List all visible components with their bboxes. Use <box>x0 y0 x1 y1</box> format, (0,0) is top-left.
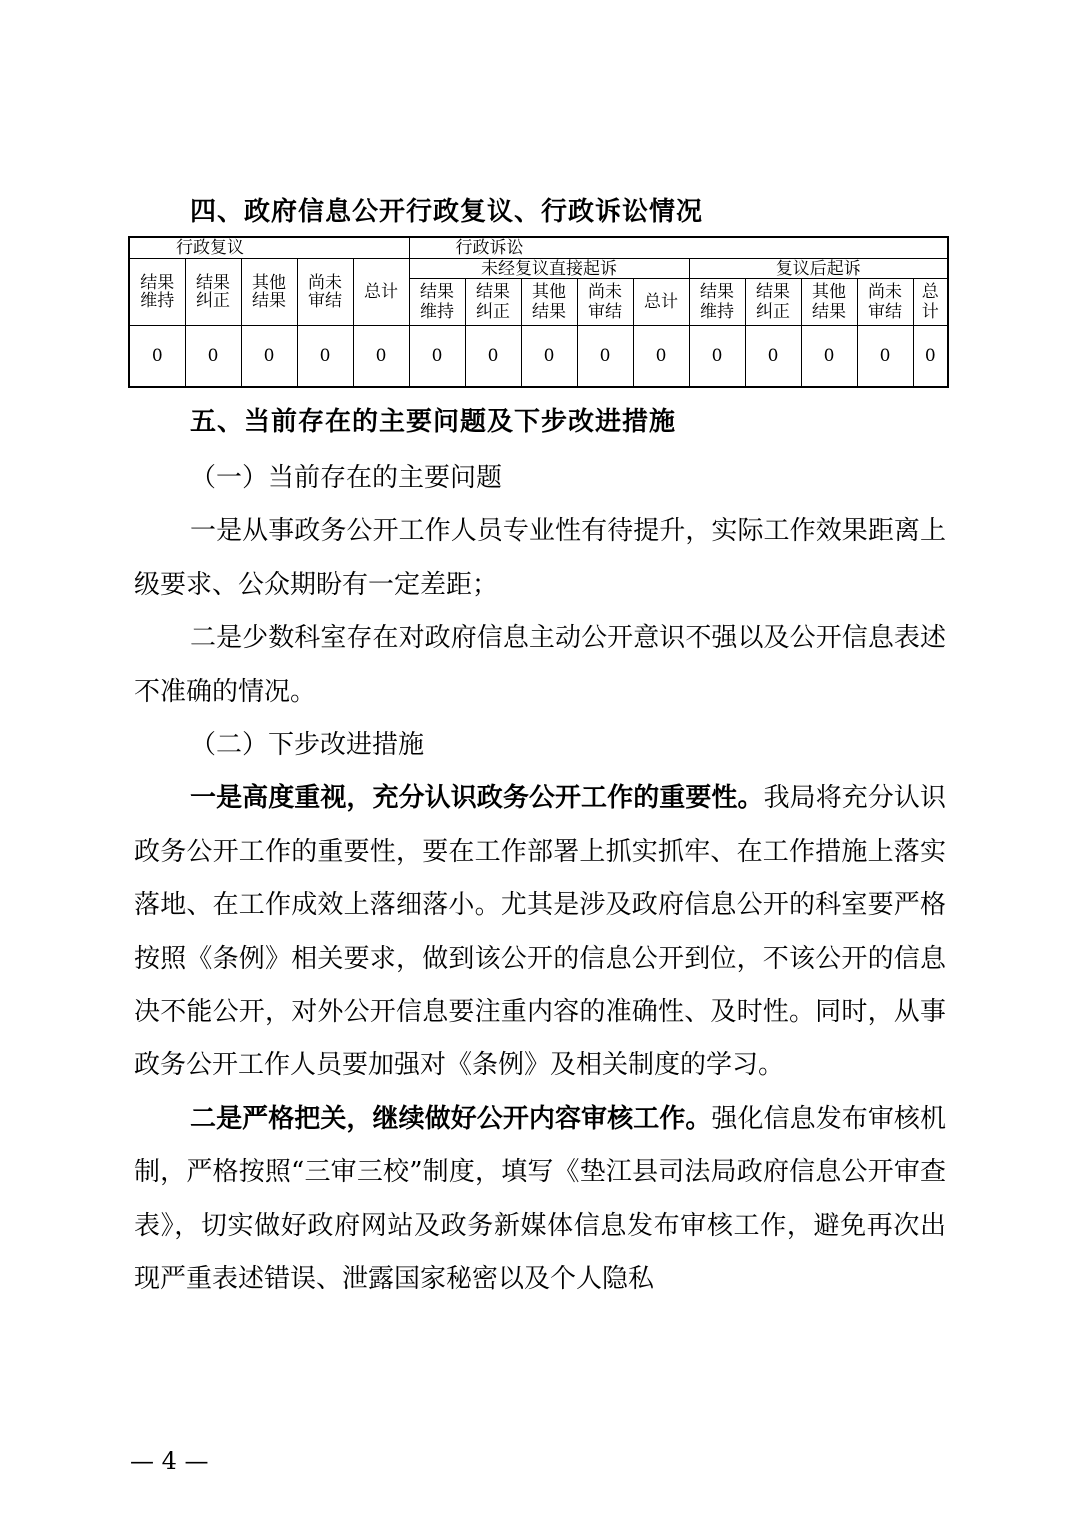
review-correct-header: 结果 纠正 <box>185 258 241 325</box>
table-cell: 0 <box>353 325 409 387</box>
table-cell: 0 <box>633 325 689 387</box>
direct-pending-header: 尚未 审结 <box>577 279 633 326</box>
table-cell: 0 <box>745 325 801 387</box>
paragraph-measure-2 <box>134 1093 946 1307</box>
after-maintain-header: 结果 维持 <box>689 279 745 326</box>
paragraph-problem-1: 一是从事政务公开工作人员专业性有待提升，实际工作效果距离上级要求、公众期盼有一定差距； <box>134 516 946 600</box>
page-number: — 4 — <box>130 1447 209 1475</box>
body-text <box>134 452 946 1307</box>
table-cell: 0 <box>577 325 633 387</box>
litigation-header: 行政诉讼 <box>409 237 948 258</box>
table-cell: 0 <box>801 325 857 387</box>
review-header: 行政复议 <box>129 237 409 258</box>
table-cell: 0 <box>185 325 241 387</box>
table-cell: 0 <box>129 325 185 387</box>
after-review-header: 复议后起诉 <box>689 258 948 279</box>
subsection-2-heading: （二）下步改进措施 <box>190 730 425 761</box>
measure-1-text: 我局将充分认识政务公开工作的重要性，要在工作部署上抓实抓牢、在工作措施上落实落地、在工作成效上落细落小。尤其是涉及政府信息公开的科室要严格按照《条例》相关要求，做到该公开的信息公开到位，不该公开的信息决不能公开，对外公开信息要注重内容的准确性、及时性。同时，从事政务公开工作人员要加强对《条例》及相关制度的学习。 <box>134 783 946 1081</box>
table-cell: 0 <box>521 325 577 387</box>
measure-2-text: 强化信息发布审核机制，严格按照“三审三校”制度，填写《垫江县司法局政府信息公开审查表》，切实做好政府网站及政务新媒体信息发布审核工作，避免再次出现严重表述错误、泄露国家秘密以及个人隐私 <box>134 1103 946 1295</box>
table-cell: 0 <box>465 325 521 387</box>
review-total-header: 总计 <box>353 258 409 325</box>
table-cell: 0 <box>689 325 745 387</box>
review-other-header: 其他 结果 <box>241 258 297 325</box>
review-litigation-table <box>128 236 949 388</box>
measure-1-lead: 一是高度重视，充分认识政务公开工作的重要性。 <box>190 783 764 814</box>
direct-other-header: 其他 结果 <box>521 279 577 326</box>
direct-maintain-header: 结果 维持 <box>409 279 465 326</box>
paragraph-problem-2: 二是少数科室存在对政府信息主动公开意识不强以及公开信息表述不准确的情况。 <box>134 623 946 707</box>
after-correct-header: 结果 纠正 <box>745 279 801 326</box>
table-header-row-2 <box>129 258 948 279</box>
table-cell: 0 <box>913 325 948 387</box>
section-4-heading: 四、政府信息公开行政复议、行政诉讼情况 <box>190 197 704 227</box>
direct-correct-header: 结果 纠正 <box>465 279 521 326</box>
section-5-heading: 五、当前存在的主要问题及下步改进措施 <box>190 407 677 437</box>
after-total-header: 总 计 <box>913 279 948 326</box>
table-data-row <box>129 325 948 387</box>
subsection-1-heading: （一）当前存在的主要问题 <box>190 463 503 493</box>
direct-suit-header: 未经复议直接起诉 <box>409 258 689 279</box>
table-cell: 0 <box>857 325 913 387</box>
table-cell: 0 <box>241 325 297 387</box>
paragraph-measure-1 <box>134 772 946 1092</box>
table-header-row-1 <box>129 237 948 258</box>
after-other-header: 其他 结果 <box>801 279 857 326</box>
direct-total-header: 总计 <box>633 279 689 326</box>
measure-2-lead: 二是严格把关，继续做好公开内容审核工作。 <box>190 1103 712 1134</box>
review-maintain-header: 结果 维持 <box>129 258 185 325</box>
table-cell: 0 <box>409 325 465 387</box>
after-pending-header: 尚未 审结 <box>857 279 913 326</box>
review-pending-header: 尚未 审结 <box>297 258 353 325</box>
table-cell: 0 <box>297 325 353 387</box>
